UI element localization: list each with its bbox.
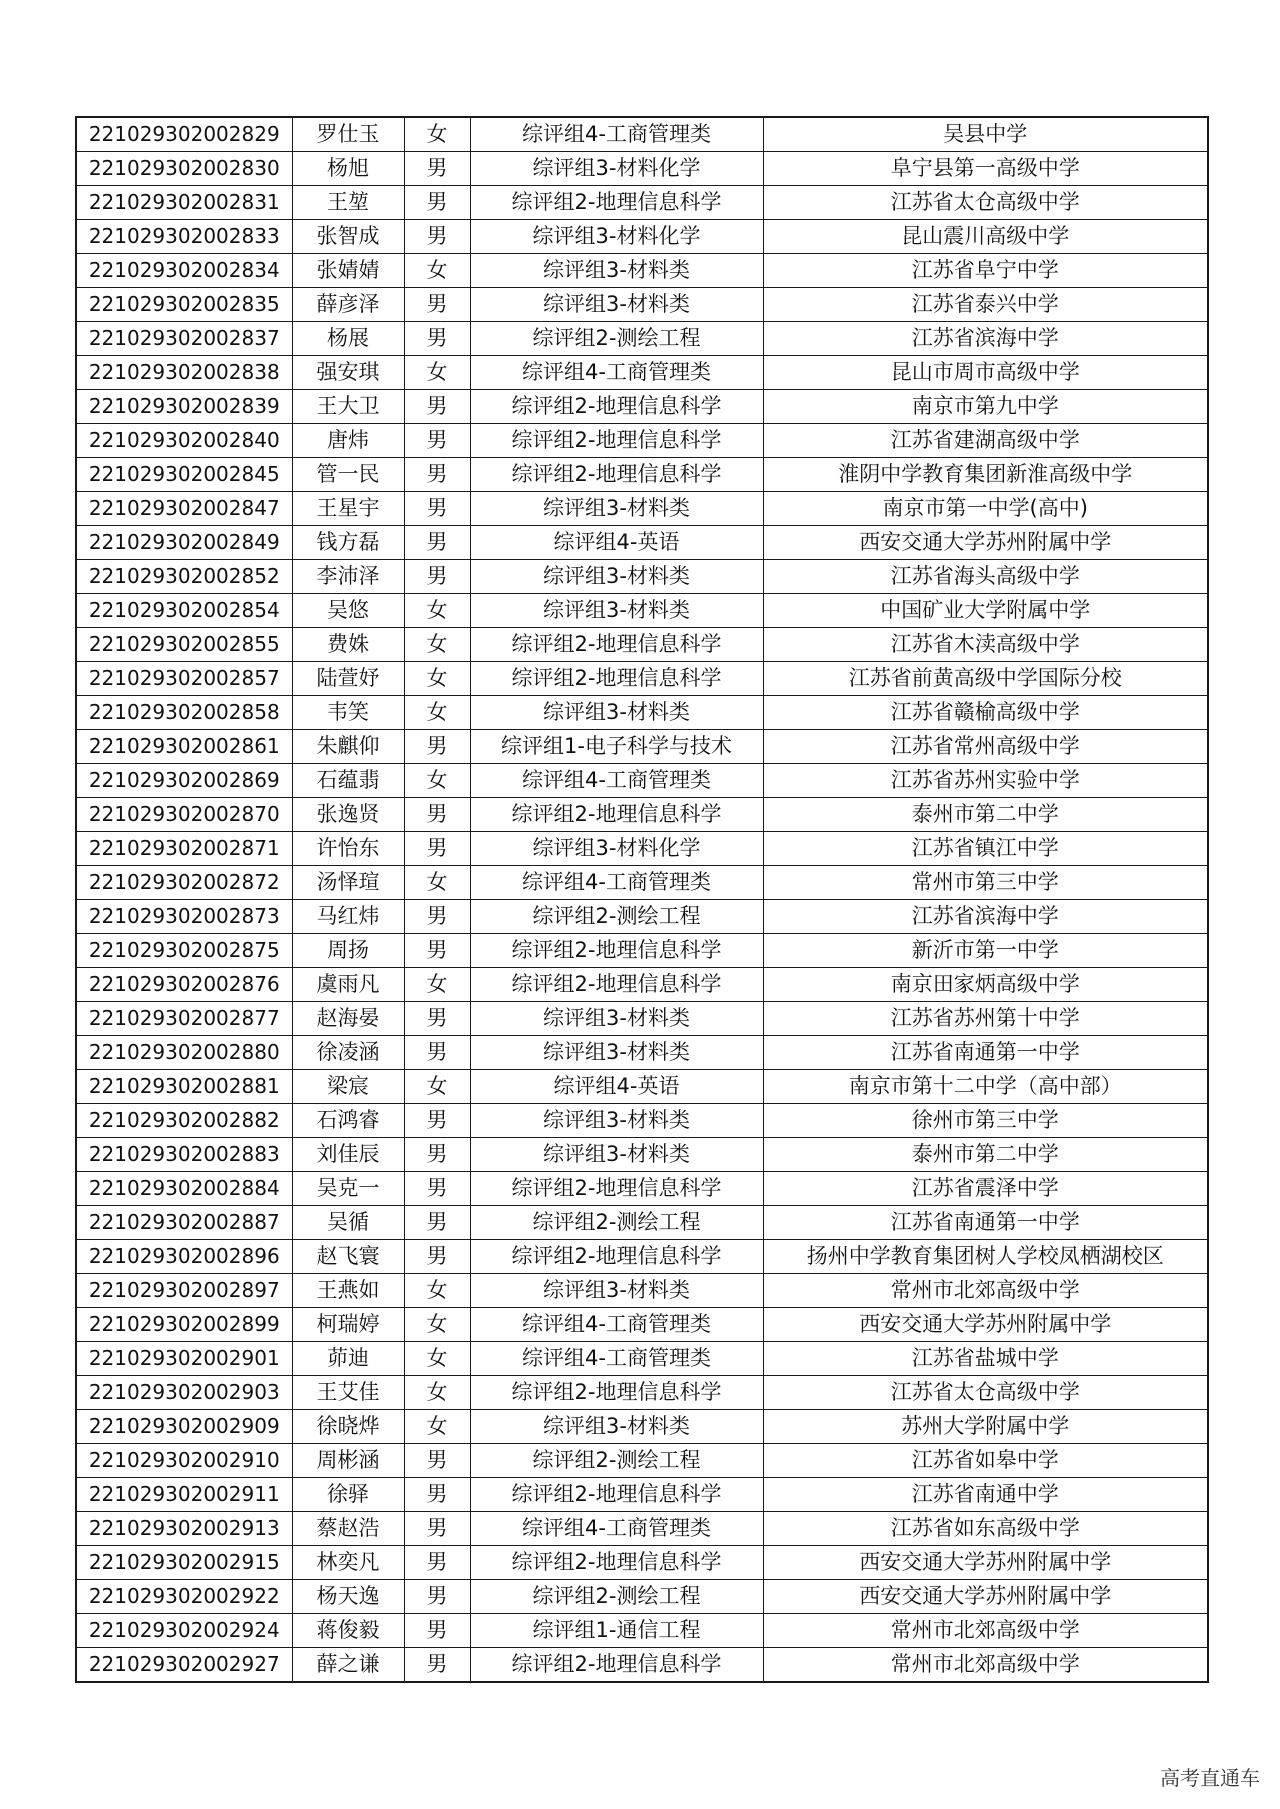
name-cell: 徐驿 (292, 1478, 404, 1512)
gender-cell: 男 (404, 390, 470, 424)
major-group-cell: 综评组2-地理信息科学 (470, 1546, 763, 1580)
name-cell: 杨展 (292, 322, 404, 356)
gender-cell: 女 (404, 1274, 470, 1308)
name-cell: 张逸贤 (292, 798, 404, 832)
major-group-cell: 综评组4-工商管理类 (470, 866, 763, 900)
table-row (76, 1274, 1208, 1308)
name-cell: 强安琪 (292, 356, 404, 390)
name-cell: 梁宸 (292, 1070, 404, 1104)
exam-id-cell: 221029302002855 (76, 628, 292, 662)
name-cell: 虞雨凡 (292, 968, 404, 1002)
table-row (76, 1206, 1208, 1240)
exam-id-cell: 221029302002837 (76, 322, 292, 356)
major-group-cell: 综评组2-测绘工程 (470, 1444, 763, 1478)
table-row (76, 322, 1208, 356)
name-cell: 杨旭 (292, 152, 404, 186)
exam-id-cell: 221029302002927 (76, 1648, 292, 1683)
gender-cell: 女 (404, 968, 470, 1002)
table-row (76, 1104, 1208, 1138)
name-cell: 韦笑 (292, 696, 404, 730)
gender-cell: 男 (404, 934, 470, 968)
exam-id-cell: 221029302002839 (76, 390, 292, 424)
gender-cell: 女 (404, 356, 470, 390)
admission-roster-table (75, 116, 1209, 1683)
name-cell: 钱方磊 (292, 526, 404, 560)
name-cell: 李沛泽 (292, 560, 404, 594)
school-cell: 江苏省震泽中学 (763, 1172, 1208, 1206)
exam-id-cell: 221029302002910 (76, 1444, 292, 1478)
table-row (76, 662, 1208, 696)
school-cell: 淮阴中学教育集团新淮高级中学 (763, 458, 1208, 492)
exam-id-cell: 221029302002854 (76, 594, 292, 628)
gender-cell: 男 (404, 1206, 470, 1240)
gender-cell: 女 (404, 662, 470, 696)
major-group-cell: 综评组2-地理信息科学 (470, 1648, 763, 1683)
gender-cell: 女 (404, 696, 470, 730)
name-cell: 张智成 (292, 220, 404, 254)
gender-cell: 女 (404, 628, 470, 662)
table-row (76, 594, 1208, 628)
gender-cell: 女 (404, 254, 470, 288)
exam-id-cell: 221029302002858 (76, 696, 292, 730)
name-cell: 徐凌涵 (292, 1036, 404, 1070)
gender-cell: 女 (404, 594, 470, 628)
gender-cell: 男 (404, 1478, 470, 1512)
major-group-cell: 综评组2-地理信息科学 (470, 1240, 763, 1274)
major-group-cell: 综评组2-地理信息科学 (470, 934, 763, 968)
exam-id-cell: 221029302002869 (76, 764, 292, 798)
school-cell: 徐州市第三中学 (763, 1104, 1208, 1138)
name-cell: 王大卫 (292, 390, 404, 424)
gender-cell: 女 (404, 1308, 470, 1342)
gender-cell: 男 (404, 220, 470, 254)
exam-id-cell: 221029302002870 (76, 798, 292, 832)
table-row (76, 1376, 1208, 1410)
table-row (76, 1512, 1208, 1546)
major-group-cell: 综评组3-材料类 (470, 1036, 763, 1070)
name-cell: 赵飞寰 (292, 1240, 404, 1274)
name-cell: 张婧婧 (292, 254, 404, 288)
table-row (76, 1070, 1208, 1104)
exam-id-cell: 221029302002872 (76, 866, 292, 900)
table-row (76, 356, 1208, 390)
major-group-cell: 综评组2-测绘工程 (470, 1206, 763, 1240)
name-cell: 王艾佳 (292, 1376, 404, 1410)
school-cell: 江苏省海头高级中学 (763, 560, 1208, 594)
exam-id-cell: 221029302002883 (76, 1138, 292, 1172)
school-cell: 新沂市第一中学 (763, 934, 1208, 968)
major-group-cell: 综评组1-电子科学与技术 (470, 730, 763, 764)
exam-id-cell: 221029302002838 (76, 356, 292, 390)
exam-id-cell: 221029302002861 (76, 730, 292, 764)
table-row (76, 220, 1208, 254)
exam-id-cell: 221029302002913 (76, 1512, 292, 1546)
table-row (76, 832, 1208, 866)
gender-cell: 男 (404, 1614, 470, 1648)
exam-id-cell: 221029302002873 (76, 900, 292, 934)
major-group-cell: 综评组2-地理信息科学 (470, 628, 763, 662)
name-cell: 薛之谦 (292, 1648, 404, 1683)
gender-cell: 女 (404, 1410, 470, 1444)
school-cell: 常州市北郊高级中学 (763, 1274, 1208, 1308)
major-group-cell: 综评组3-材料化学 (470, 220, 763, 254)
school-cell: 江苏省滨海中学 (763, 322, 1208, 356)
exam-id-cell: 221029302002835 (76, 288, 292, 322)
table-row (76, 560, 1208, 594)
gender-cell: 女 (404, 866, 470, 900)
name-cell: 罗仕玉 (292, 117, 404, 152)
name-cell: 薛彦泽 (292, 288, 404, 322)
roster-body (76, 117, 1208, 1682)
table-row (76, 1648, 1208, 1683)
school-cell: 江苏省滨海中学 (763, 900, 1208, 934)
exam-id-cell: 221029302002881 (76, 1070, 292, 1104)
gender-cell: 男 (404, 492, 470, 526)
table-row (76, 900, 1208, 934)
major-group-cell: 综评组3-材料类 (470, 288, 763, 322)
school-cell: 昆山市周市高级中学 (763, 356, 1208, 390)
major-group-cell: 综评组3-材料类 (470, 492, 763, 526)
exam-id-cell: 221029302002852 (76, 560, 292, 594)
name-cell: 王堃 (292, 186, 404, 220)
name-cell: 费姝 (292, 628, 404, 662)
major-group-cell: 综评组2-测绘工程 (470, 322, 763, 356)
table-row (76, 424, 1208, 458)
exam-id-cell: 221029302002903 (76, 1376, 292, 1410)
table-row (76, 696, 1208, 730)
exam-id-cell: 221029302002833 (76, 220, 292, 254)
exam-id-cell: 221029302002884 (76, 1172, 292, 1206)
table-row (76, 798, 1208, 832)
major-group-cell: 综评组3-材料类 (470, 1274, 763, 1308)
major-group-cell: 综评组2-地理信息科学 (470, 968, 763, 1002)
school-cell: 江苏省太仓高级中学 (763, 186, 1208, 220)
school-cell: 江苏省如东高级中学 (763, 1512, 1208, 1546)
table-row (76, 1410, 1208, 1444)
school-cell: 南京市第一中学(高中) (763, 492, 1208, 526)
school-cell: 西安交通大学苏州附属中学 (763, 526, 1208, 560)
gender-cell: 男 (404, 1648, 470, 1683)
major-group-cell: 综评组2-地理信息科学 (470, 186, 763, 220)
table-row (76, 288, 1208, 322)
school-cell: 江苏省阜宁中学 (763, 254, 1208, 288)
school-cell: 江苏省盐城中学 (763, 1342, 1208, 1376)
gender-cell: 男 (404, 798, 470, 832)
major-group-cell: 综评组4-英语 (470, 526, 763, 560)
table-row (76, 1478, 1208, 1512)
gender-cell: 男 (404, 1580, 470, 1614)
name-cell: 茆迪 (292, 1342, 404, 1376)
gender-cell: 男 (404, 152, 470, 186)
school-cell: 西安交通大学苏州附属中学 (763, 1546, 1208, 1580)
exam-id-cell: 221029302002847 (76, 492, 292, 526)
exam-id-cell: 221029302002877 (76, 1002, 292, 1036)
name-cell: 徐晓烨 (292, 1410, 404, 1444)
major-group-cell: 综评组2-地理信息科学 (470, 1478, 763, 1512)
gender-cell: 男 (404, 322, 470, 356)
name-cell: 马红炜 (292, 900, 404, 934)
exam-id-cell: 221029302002840 (76, 424, 292, 458)
name-cell: 柯瑞婷 (292, 1308, 404, 1342)
exam-id-cell: 221029302002834 (76, 254, 292, 288)
gender-cell: 男 (404, 458, 470, 492)
school-cell: 常州市第三中学 (763, 866, 1208, 900)
exam-id-cell: 221029302002830 (76, 152, 292, 186)
gender-cell: 男 (404, 424, 470, 458)
school-cell: 江苏省前黄高级中学国际分校 (763, 662, 1208, 696)
exam-id-cell: 221029302002911 (76, 1478, 292, 1512)
table-row (76, 117, 1208, 152)
gender-cell: 男 (404, 1444, 470, 1478)
name-cell: 陆萱妤 (292, 662, 404, 696)
gender-cell: 男 (404, 186, 470, 220)
table-row (76, 1546, 1208, 1580)
name-cell: 周扬 (292, 934, 404, 968)
gender-cell: 男 (404, 900, 470, 934)
name-cell: 石蕴翡 (292, 764, 404, 798)
name-cell: 刘佳辰 (292, 1138, 404, 1172)
gender-cell: 女 (404, 764, 470, 798)
table-row (76, 186, 1208, 220)
exam-id-cell: 221029302002880 (76, 1036, 292, 1070)
school-cell: 常州市北郊高级中学 (763, 1614, 1208, 1648)
major-group-cell: 综评组3-材料类 (470, 254, 763, 288)
gender-cell: 男 (404, 526, 470, 560)
school-cell: 江苏省建湖高级中学 (763, 424, 1208, 458)
major-group-cell: 综评组3-材料类 (470, 1002, 763, 1036)
name-cell: 管一民 (292, 458, 404, 492)
major-group-cell: 综评组1-通信工程 (470, 1614, 763, 1648)
name-cell: 周彬涵 (292, 1444, 404, 1478)
exam-id-cell: 221029302002897 (76, 1274, 292, 1308)
gender-cell: 男 (404, 1546, 470, 1580)
school-cell: 苏州大学附属中学 (763, 1410, 1208, 1444)
gender-cell: 女 (404, 1070, 470, 1104)
school-cell: 江苏省南通中学 (763, 1478, 1208, 1512)
table-row (76, 866, 1208, 900)
name-cell: 杨天逸 (292, 1580, 404, 1614)
name-cell: 蒋俊毅 (292, 1614, 404, 1648)
name-cell: 汤怿瑄 (292, 866, 404, 900)
table-row (76, 254, 1208, 288)
school-cell: 江苏省南通第一中学 (763, 1036, 1208, 1070)
gender-cell: 男 (404, 1104, 470, 1138)
table-row (76, 1138, 1208, 1172)
school-cell: 西安交通大学苏州附属中学 (763, 1580, 1208, 1614)
name-cell: 蔡赵浩 (292, 1512, 404, 1546)
school-cell: 泰州市第二中学 (763, 798, 1208, 832)
school-cell: 吴县中学 (763, 117, 1208, 152)
school-cell: 江苏省泰兴中学 (763, 288, 1208, 322)
table-row (76, 1172, 1208, 1206)
major-group-cell: 综评组4-英语 (470, 1070, 763, 1104)
table-row (76, 458, 1208, 492)
exam-id-cell: 221029302002924 (76, 1614, 292, 1648)
gender-cell: 男 (404, 1002, 470, 1036)
table-row (76, 968, 1208, 1002)
major-group-cell: 综评组2-地理信息科学 (470, 662, 763, 696)
gender-cell: 女 (404, 1376, 470, 1410)
exam-id-cell: 221029302002876 (76, 968, 292, 1002)
gender-cell: 男 (404, 1036, 470, 1070)
table-row (76, 1342, 1208, 1376)
exam-id-cell: 221029302002887 (76, 1206, 292, 1240)
major-group-cell: 综评组2-地理信息科学 (470, 458, 763, 492)
gender-cell: 男 (404, 560, 470, 594)
gender-cell: 男 (404, 1138, 470, 1172)
school-cell: 阜宁县第一高级中学 (763, 152, 1208, 186)
gender-cell: 男 (404, 1240, 470, 1274)
major-group-cell: 综评组3-材料类 (470, 1138, 763, 1172)
school-cell: 南京市第十二中学（高中部） (763, 1070, 1208, 1104)
major-group-cell: 综评组2-地理信息科学 (470, 798, 763, 832)
major-group-cell: 综评组3-材料化学 (470, 832, 763, 866)
school-cell: 常州市北郊高级中学 (763, 1648, 1208, 1683)
table-row (76, 1444, 1208, 1478)
exam-id-cell: 221029302002899 (76, 1308, 292, 1342)
school-cell: 西安交通大学苏州附属中学 (763, 1308, 1208, 1342)
school-cell: 江苏省常州高级中学 (763, 730, 1208, 764)
exam-id-cell: 221029302002896 (76, 1240, 292, 1274)
name-cell: 吴悠 (292, 594, 404, 628)
exam-id-cell: 221029302002857 (76, 662, 292, 696)
table-row (76, 764, 1208, 798)
major-group-cell: 综评组2-地理信息科学 (470, 1376, 763, 1410)
school-cell: 江苏省镇江中学 (763, 832, 1208, 866)
table-row (76, 492, 1208, 526)
major-group-cell: 综评组3-材料类 (470, 696, 763, 730)
exam-id-cell: 221029302002915 (76, 1546, 292, 1580)
major-group-cell: 综评组2-测绘工程 (470, 1580, 763, 1614)
name-cell: 许怡东 (292, 832, 404, 866)
gender-cell: 女 (404, 1342, 470, 1376)
watermark: 高考直通车 (1160, 1766, 1260, 1790)
school-cell: 江苏省太仓高级中学 (763, 1376, 1208, 1410)
table-row (76, 152, 1208, 186)
exam-id-cell: 221029302002901 (76, 1342, 292, 1376)
name-cell: 王燕如 (292, 1274, 404, 1308)
school-cell: 昆山震川高级中学 (763, 220, 1208, 254)
exam-id-cell: 221029302002831 (76, 186, 292, 220)
exam-id-cell: 221029302002871 (76, 832, 292, 866)
major-group-cell: 综评组3-材料类 (470, 1104, 763, 1138)
school-cell: 南京市第九中学 (763, 390, 1208, 424)
table-row (76, 390, 1208, 424)
gender-cell: 男 (404, 832, 470, 866)
table-row (76, 1580, 1208, 1614)
name-cell: 朱麒仰 (292, 730, 404, 764)
gender-cell: 男 (404, 288, 470, 322)
major-group-cell: 综评组3-材料类 (470, 594, 763, 628)
major-group-cell: 综评组3-材料化学 (470, 152, 763, 186)
table-row (76, 1002, 1208, 1036)
school-cell: 泰州市第二中学 (763, 1138, 1208, 1172)
table-row (76, 934, 1208, 968)
school-cell: 江苏省苏州第十中学 (763, 1002, 1208, 1036)
exam-id-cell: 221029302002882 (76, 1104, 292, 1138)
name-cell: 唐炜 (292, 424, 404, 458)
name-cell: 赵海晏 (292, 1002, 404, 1036)
gender-cell: 男 (404, 1512, 470, 1546)
school-cell: 江苏省赣榆高级中学 (763, 696, 1208, 730)
major-group-cell: 综评组2-地理信息科学 (470, 1172, 763, 1206)
exam-id-cell: 221029302002875 (76, 934, 292, 968)
school-cell: 江苏省木渎高级中学 (763, 628, 1208, 662)
major-group-cell: 综评组3-材料类 (470, 560, 763, 594)
school-cell: 江苏省苏州实验中学 (763, 764, 1208, 798)
major-group-cell: 综评组3-材料类 (470, 1410, 763, 1444)
school-cell: 江苏省南通第一中学 (763, 1206, 1208, 1240)
major-group-cell: 综评组4-工商管理类 (470, 117, 763, 152)
name-cell: 吴循 (292, 1206, 404, 1240)
name-cell: 吴克一 (292, 1172, 404, 1206)
table-row (76, 730, 1208, 764)
table-row (76, 1240, 1208, 1274)
table-row (76, 1308, 1208, 1342)
gender-cell: 女 (404, 117, 470, 152)
school-cell: 扬州中学教育集团树人学校凤栖湖校区 (763, 1240, 1208, 1274)
name-cell: 石鸿睿 (292, 1104, 404, 1138)
major-group-cell: 综评组4-工商管理类 (470, 1342, 763, 1376)
major-group-cell: 综评组4-工商管理类 (470, 356, 763, 390)
exam-id-cell: 221029302002829 (76, 117, 292, 152)
exam-id-cell: 221029302002849 (76, 526, 292, 560)
name-cell: 林奕凡 (292, 1546, 404, 1580)
major-group-cell: 综评组2-地理信息科学 (470, 424, 763, 458)
school-cell: 南京田家炳高级中学 (763, 968, 1208, 1002)
gender-cell: 男 (404, 1172, 470, 1206)
table-row (76, 628, 1208, 662)
name-cell: 王星宇 (292, 492, 404, 526)
major-group-cell: 综评组4-工商管理类 (470, 764, 763, 798)
school-cell: 江苏省如皋中学 (763, 1444, 1208, 1478)
gender-cell: 男 (404, 730, 470, 764)
exam-id-cell: 221029302002909 (76, 1410, 292, 1444)
table-row (76, 1036, 1208, 1070)
table-row (76, 526, 1208, 560)
exam-id-cell: 221029302002845 (76, 458, 292, 492)
school-cell: 中国矿业大学附属中学 (763, 594, 1208, 628)
major-group-cell: 综评组2-地理信息科学 (470, 390, 763, 424)
major-group-cell: 综评组4-工商管理类 (470, 1308, 763, 1342)
table-row (76, 1614, 1208, 1648)
major-group-cell: 综评组4-工商管理类 (470, 1512, 763, 1546)
exam-id-cell: 221029302002922 (76, 1580, 292, 1614)
major-group-cell: 综评组2-测绘工程 (470, 900, 763, 934)
